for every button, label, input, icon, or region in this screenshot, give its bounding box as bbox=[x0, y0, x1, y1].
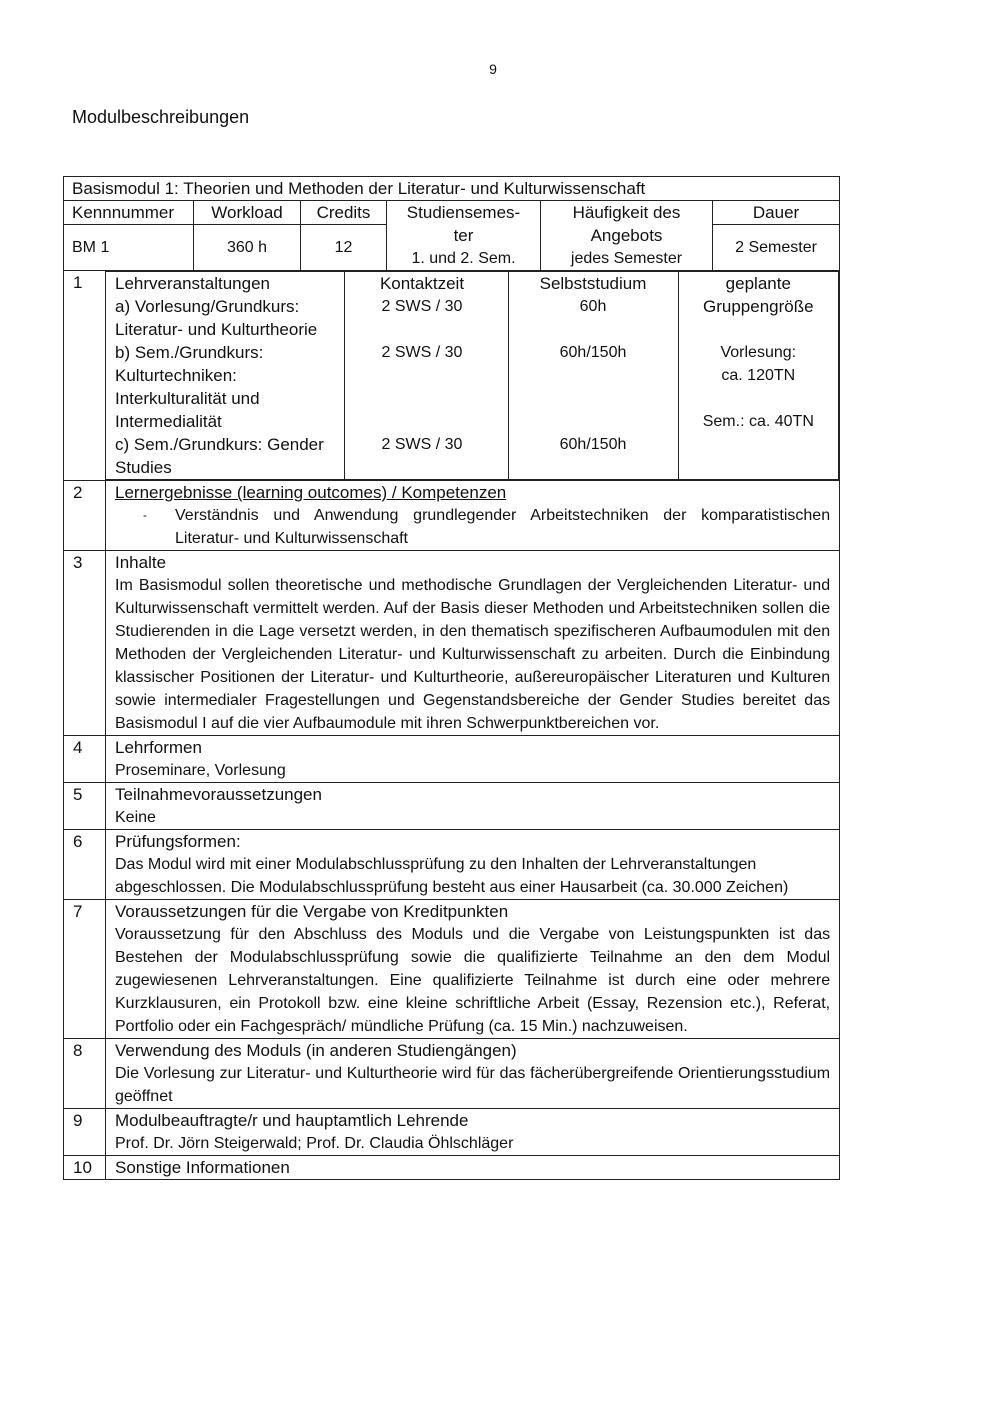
section-8-content bbox=[106, 1039, 840, 1109]
section-6-text-line2: abgeschlossen. Die Modulabschlussprüfung besteht aus einer Hausarbeit (ca. 30.000 Zeichen) bbox=[115, 879, 789, 896]
learning-outcome-text: Verständnis und Anwendung grundlegender Arbeitstechniken der komparatistischen Literatur- und Kulturwissenschaft bbox=[175, 507, 831, 547]
section-7-text: Voraussetzung für den Abschluss des Moduls und die Vergabe von Leistungspunkten ist das Bestehen der Modulabschlussprüfung sowie die qualifizierte Teilnahme an den dem Modul zugewiesenen Lehrveranstaltungen. Eine qualifizierte Teilnahme ist durch eine oder mehrere Kurzklausuren, ein Protokoll bzw. eine kleine schriftliche Arbeit (Essay, Rezension etc.), Referat, Portfolio oder ein Fachgespräch/ mündliche Prüfung (ca. 15 Min.) nachzuweisen. bbox=[115, 926, 831, 1035]
section-number: 3 bbox=[64, 551, 106, 736]
lv-c-line2: Studies bbox=[115, 458, 172, 477]
lv-a-line1: a) Vorlesung/Grundkurs: bbox=[115, 297, 300, 316]
lv-c-line1: c) Sem./Grundkurs: Gender bbox=[115, 435, 324, 454]
selbststudium-c: 60h/150h bbox=[559, 436, 627, 453]
header-haeufigkeit-line1: Häufigkeit des bbox=[572, 203, 681, 222]
section-7-content bbox=[106, 900, 840, 1039]
value-studiensemester: 1. und 2. Sem. bbox=[411, 250, 516, 267]
section-5-content bbox=[106, 783, 840, 830]
section-2-title: Lernergebnisse (learning outcomes) / Kompetenzen bbox=[115, 483, 507, 502]
selbststudium-column bbox=[508, 272, 678, 480]
header-studiensemester-line2: ter bbox=[453, 226, 474, 245]
module-title: Basismodul 1: Theorien und Methoden der Literatur- und Kulturwissenschaft bbox=[64, 177, 840, 201]
gruppe-sem: Sem.: ca. 40TN bbox=[702, 413, 814, 430]
header-haeufigkeit-line2: Angebots bbox=[590, 226, 663, 245]
section-number: 5 bbox=[64, 783, 106, 830]
lehrveranstaltungen-table bbox=[106, 271, 839, 480]
section-6-title: Prüfungsformen: bbox=[115, 832, 241, 851]
section-number: 6 bbox=[64, 830, 106, 900]
module-table bbox=[63, 176, 840, 1180]
value-dauer: 2 Semester bbox=[713, 225, 840, 271]
value-haeufigkeit: jedes Semester bbox=[570, 250, 683, 267]
section-10-title: Sonstige Informationen bbox=[115, 1158, 290, 1177]
section-4-row bbox=[64, 736, 840, 783]
section-7-row bbox=[64, 900, 840, 1039]
lv-b-line2: Kulturtechniken: bbox=[115, 366, 237, 385]
section-1-content bbox=[106, 271, 840, 481]
kontaktzeit-c: 2 SWS / 30 bbox=[381, 436, 463, 453]
section-number: 1 bbox=[64, 271, 106, 481]
kontaktzeit-column bbox=[344, 272, 508, 480]
header-workload: Workload bbox=[194, 201, 301, 225]
section-10-row bbox=[64, 1156, 840, 1180]
section-9-row bbox=[64, 1109, 840, 1156]
header-studiensemester-line1: Studiensemes- bbox=[406, 203, 521, 222]
selbststudium-a: 60h bbox=[579, 298, 607, 315]
header-kennnummer: Kennnummer bbox=[64, 201, 194, 225]
selbststudium-header: Selbststudium bbox=[539, 274, 647, 293]
section-5-text: Keine bbox=[115, 809, 156, 826]
section-1-row bbox=[64, 271, 840, 481]
section-4-text: Proseminare, Vorlesung bbox=[115, 762, 286, 779]
section-4-content bbox=[106, 736, 840, 783]
section-3-content bbox=[106, 551, 840, 736]
section-number: 4 bbox=[64, 736, 106, 783]
bullet-mark: - bbox=[143, 508, 147, 522]
lv-column bbox=[106, 272, 344, 480]
section-number: 2 bbox=[64, 481, 106, 551]
lv-b-line4: Intermedialität bbox=[115, 412, 222, 431]
page-heading: Modulbeschreibungen bbox=[72, 107, 250, 127]
lv-b-line1: b) Sem./Grundkurs: bbox=[115, 343, 264, 362]
section-2-content bbox=[106, 481, 840, 551]
module-sheet bbox=[63, 176, 839, 1180]
value-kennnummer: BM 1 bbox=[64, 225, 194, 271]
section-6-row bbox=[64, 830, 840, 900]
section-number: 8 bbox=[64, 1039, 106, 1109]
value-credits: 12 bbox=[301, 225, 387, 271]
header-studiensemester bbox=[387, 201, 541, 271]
lv-header: Lehrveranstaltungen bbox=[115, 274, 271, 293]
kontaktzeit-header: Kontaktzeit bbox=[379, 274, 465, 293]
gruppengroesse-header-line1: geplante bbox=[725, 274, 791, 293]
section-9-content bbox=[106, 1109, 840, 1156]
lv-b-line3: Interkulturalität und bbox=[115, 389, 260, 408]
section-9-title: Modulbeauftragte/r und hauptamtlich Lehrende bbox=[115, 1111, 469, 1130]
section-4-title: Lehrformen bbox=[115, 738, 202, 757]
section-3-title: Inhalte bbox=[115, 553, 167, 572]
section-8-text: Die Vorlesung zur Literatur- und Kulturtheorie wird für das fächerübergreifende Orientierungsstudium geöffnet bbox=[115, 1065, 831, 1105]
module-title-row bbox=[64, 177, 840, 201]
module-header-row bbox=[64, 201, 840, 225]
section-2-row bbox=[64, 481, 840, 551]
section-5-title: Teilnahmevoraussetzungen bbox=[115, 785, 322, 804]
header-haeufigkeit bbox=[541, 201, 713, 271]
gruppengroesse-column bbox=[678, 272, 839, 480]
section-6-text-line1: Das Modul wird mit einer Modulabschlussprüfung zu den Inhalten der Lehrveranstaltungen bbox=[115, 856, 757, 873]
section-3-text: Im Basismodul sollen theoretische und methodische Grundlagen der Vergleichenden Literatur- und Kulturwissenschaft vermittelt werden. Auf der Basis dieser Methoden und Arbeitstechniken sollen die Studierenden in die Lage versetzt werden, in den thematisch spezifischeren Aufbaumodulen mit den Methoden der Vergleichenden Literatur- und Kulturwissenschaft zu arbeiten. Durch die Einbindung klassischer Positionen der Literatur- und Kulturtheorie, außereuropäischer Literaturen und Kulturen sowie intermedialer Fragestellungen und Gegenstandsbereiche der Gender Studies bereitet das Basismodul I auf die vier Aufbaumodule mit ihren Schwerpunktbereichen vor. bbox=[115, 577, 831, 732]
gruppe-vorlesung-line1: Vorlesung: bbox=[720, 344, 797, 361]
section-number: 7 bbox=[64, 900, 106, 1039]
kontaktzeit-b: 2 SWS / 30 bbox=[381, 344, 463, 361]
header-dauer: Dauer bbox=[713, 201, 840, 225]
section-7-title: Voraussetzungen für die Vergabe von Kreditpunkten bbox=[115, 902, 509, 921]
learning-outcome-item bbox=[115, 504, 830, 550]
section-10-content bbox=[106, 1156, 840, 1180]
section-3-row bbox=[64, 551, 840, 736]
gruppe-vorlesung-line2: ca. 120TN bbox=[721, 367, 796, 384]
lv-a-line2: Literatur- und Kulturtheorie bbox=[115, 320, 318, 339]
gruppengroesse-header-line2: Gruppengröße bbox=[703, 297, 814, 316]
section-number: 10 bbox=[64, 1156, 106, 1180]
section-6-content bbox=[106, 830, 840, 900]
kontaktzeit-a: 2 SWS / 30 bbox=[381, 298, 463, 315]
section-9-text: Prof. Dr. Jörn Steigerwald; Prof. Dr. Claudia Öhlschläger bbox=[115, 1135, 514, 1152]
page-number: 9 bbox=[489, 61, 497, 77]
section-number: 9 bbox=[64, 1109, 106, 1156]
section-5-row bbox=[64, 783, 840, 830]
value-workload: 360 h bbox=[194, 225, 301, 271]
section-8-row bbox=[64, 1039, 840, 1109]
header-credits: Credits bbox=[301, 201, 387, 225]
selbststudium-b: 60h/150h bbox=[559, 344, 627, 361]
section-8-title: Verwendung des Moduls (in anderen Studiengängen) bbox=[115, 1041, 517, 1060]
